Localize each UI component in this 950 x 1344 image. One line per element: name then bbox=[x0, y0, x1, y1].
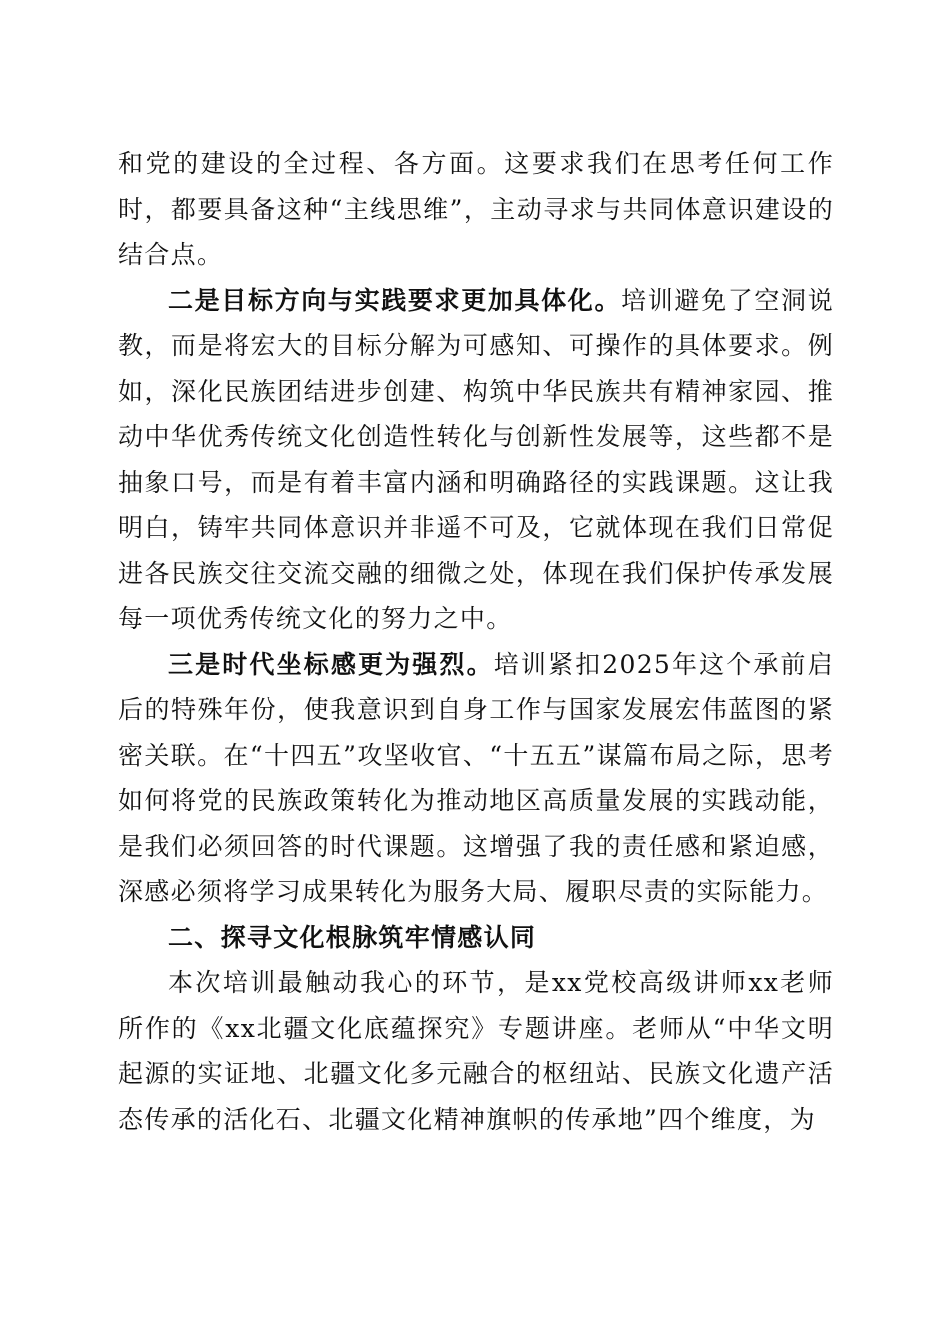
paragraph-text: 本次培训最触动我心的环节，是xx党校高级讲师xx老师所作的《xx北疆文化底蕴探究》专题讲座。老师从“中华文明起源的实证地、北疆文化多元融合的枢纽站、民族文化遗产活态传承的活化石、北疆文化精神旗帜的传承地”四个维度，为 bbox=[118, 968, 834, 1134]
paragraph-lead-sentence: 二是目标方向与实践要求更加具体化。 bbox=[168, 285, 622, 315]
paragraph-text: 和党的建设的全过程、各方面。这要求我们在思考任何工作时，都要具备这种“主线思维”，主动寻求与共同体意识建设的结合点。 bbox=[118, 149, 834, 269]
paragraph-point-two bbox=[118, 278, 834, 642]
paragraph-text: 培训避免了空洞说教，而是将宏大的目标分解为可感知、可操作的具体要求。例如，深化民族团结进步创建、构筑中华民族共有精神家园、推动中华优秀传统文化创造性转化与创新性发展等，这些都不是抽象口号，而是有着丰富内涵和明确路径的实践课题。这让我明白，铸牢共同体意识并非遥不可及，它就体现在我们日常促进各民族交往交流交融的细微之处，体现在我们保护传承发展每一项优秀传统文化的努力之中。 bbox=[118, 285, 835, 633]
paragraph-point-three bbox=[118, 642, 834, 915]
section-heading: 二、探寻文化根脉筑牢情感认同 bbox=[168, 922, 537, 952]
paragraph-text: 培训紧扣2025年这个承前启后的特殊年份，使我意识到自身工作与国家发展宏伟蓝图的紧密关联。在“十四五”攻坚收官、“十五五”谋篇布局之际，思考如何将党的民族政策转化为推动地区高质量发展的实践动能，是我们必须回答的时代课题。这增强了我的责任感和紧迫感，深感必须将学习成果转化为服务大局、履职尽责的实际能力。 bbox=[118, 649, 834, 906]
paragraph-lead-sentence: 三是时代坐标感更为强烈。 bbox=[168, 649, 494, 679]
document-page bbox=[118, 141, 834, 1142]
paragraph-section-intro bbox=[118, 960, 834, 1142]
paragraph-continuation bbox=[118, 141, 834, 278]
